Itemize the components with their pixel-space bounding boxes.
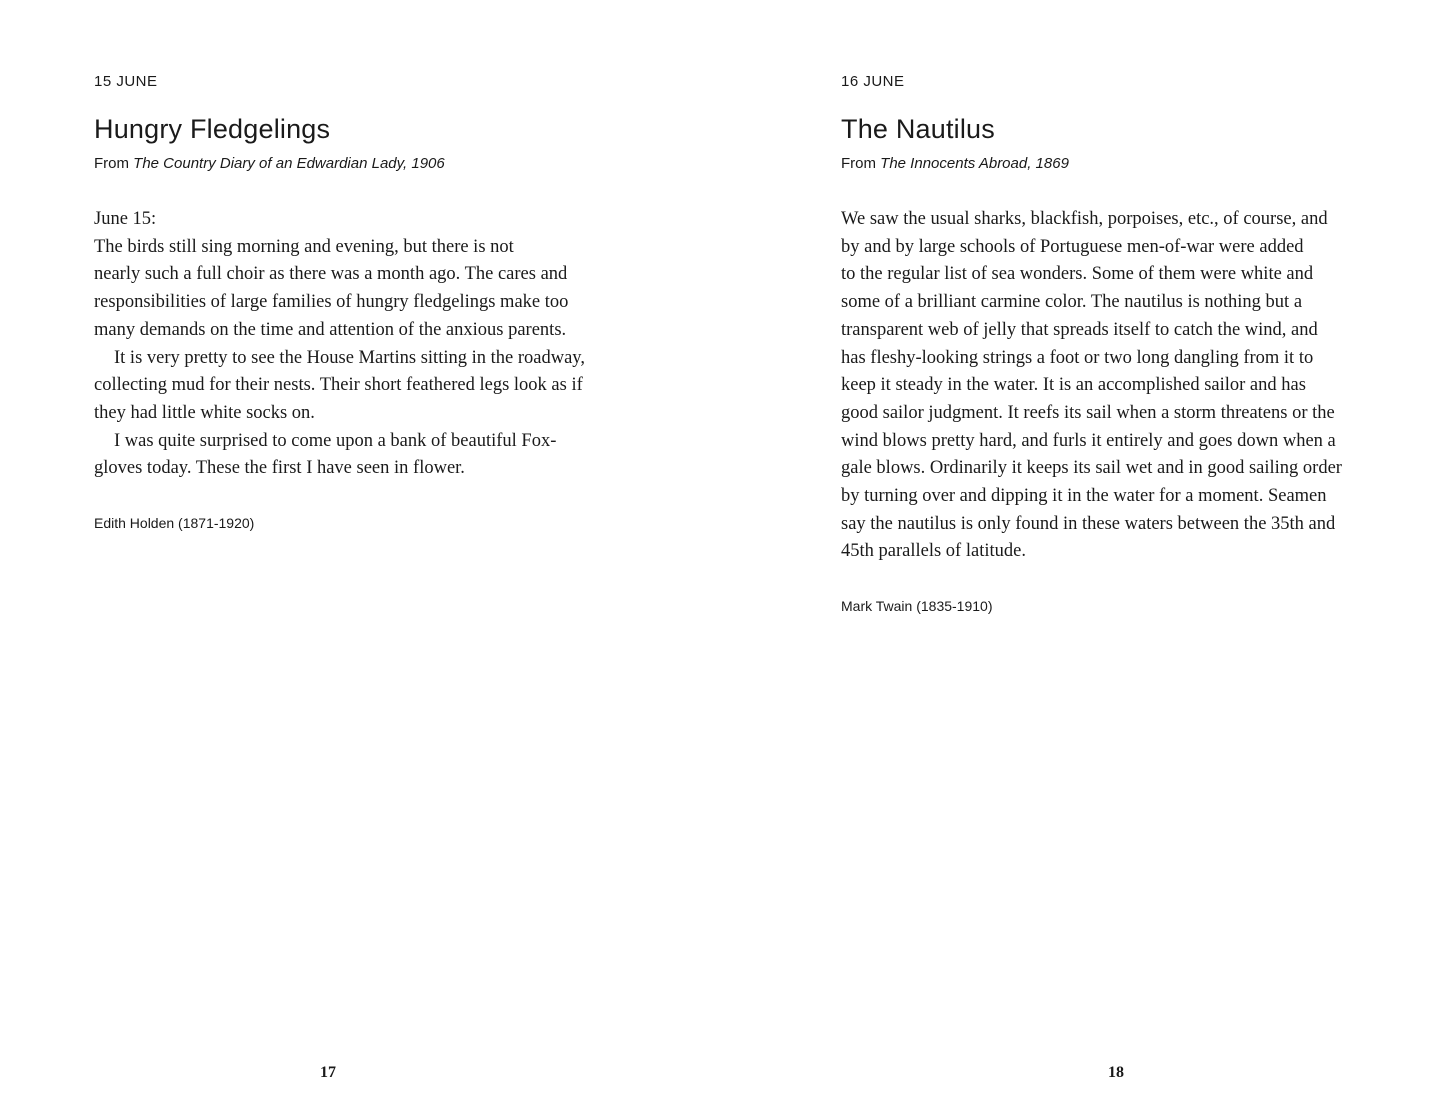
body-line: gale blows. Ordinarily it keeps its sail wet and in good sailing order [841,458,1342,479]
entry-source [94,155,445,172]
source-work: The Innocents Abroad, 1869 [880,155,1069,172]
entry-body [94,206,585,483]
entry-date: 15 JUNE [94,73,158,90]
body-line: good sailor judgment. It reefs its sail when a storm threatens or the [841,402,1335,423]
body-line: 45th parallels of latitude. [841,541,1026,562]
right-page [722,0,1445,1112]
entry-title: The Nautilus [841,114,995,144]
body-line: We saw the usual sharks, blackfish, porpoises, etc., of course, and [841,209,1328,229]
body-line: to the regular list of sea wonders. Some of them were white and [841,264,1314,285]
body-line: collecting mud for their nests. Their short feathered legs look as if [94,375,583,396]
body-line: gloves today. These the first I have seen in flower. [94,458,465,479]
source-prefix: From [841,155,876,172]
body-line: many demands on the time and attention of the anxious parents. [94,319,567,340]
entry-author: Mark Twain (1835-1910) [841,598,993,614]
body-line: transparent web of jelly that spreads itself to catch the wind, and [841,319,1318,340]
body-line: June 15: [94,209,157,229]
body-line: keep it steady in the water. It is an accomplished sailor and has [841,375,1306,396]
body-line: nearly such a full choir as there was a month ago. The cares and [94,264,568,285]
body-line: wind blows pretty hard, and furls it entirely and goes down when a [841,430,1336,451]
body-line: It is very pretty to see the House Martins sitting in the roadway, [114,347,585,368]
body-line: by turning over and dipping it in the water for a moment. Seamen [841,486,1327,507]
body-line: The birds still sing morning and evening, but there is not [94,236,514,257]
body-line: by and by large schools of Portuguese men-of-war were added [841,236,1304,257]
page-number: 17 [320,1064,336,1081]
body-line: some of a brilliant carmine color. The nautilus is nothing but a [841,292,1303,313]
entry-author: Edith Holden (1871-1920) [94,515,255,531]
source-prefix: From [94,155,129,172]
page-number: 18 [1108,1064,1124,1081]
left-page [0,0,722,1112]
body-line: I was quite surprised to come upon a bank of beautiful Fox- [114,430,557,451]
body-line: responsibilities of large families of hungry fledgelings make too [94,292,569,313]
entry-body [841,206,1342,566]
entry-title: Hungry Fledgelings [94,114,331,144]
body-line: say the nautilus is only found in these waters between the 35th and [841,513,1336,534]
entry-date: 16 JUNE [841,73,905,90]
source-work: The Country Diary of an Edwardian Lady, 1906 [133,155,445,172]
entry-source [841,155,1069,172]
body-line: they had little white socks on. [94,402,315,423]
body-line: has fleshy-looking strings a foot or two long dangling from it to [841,347,1314,368]
